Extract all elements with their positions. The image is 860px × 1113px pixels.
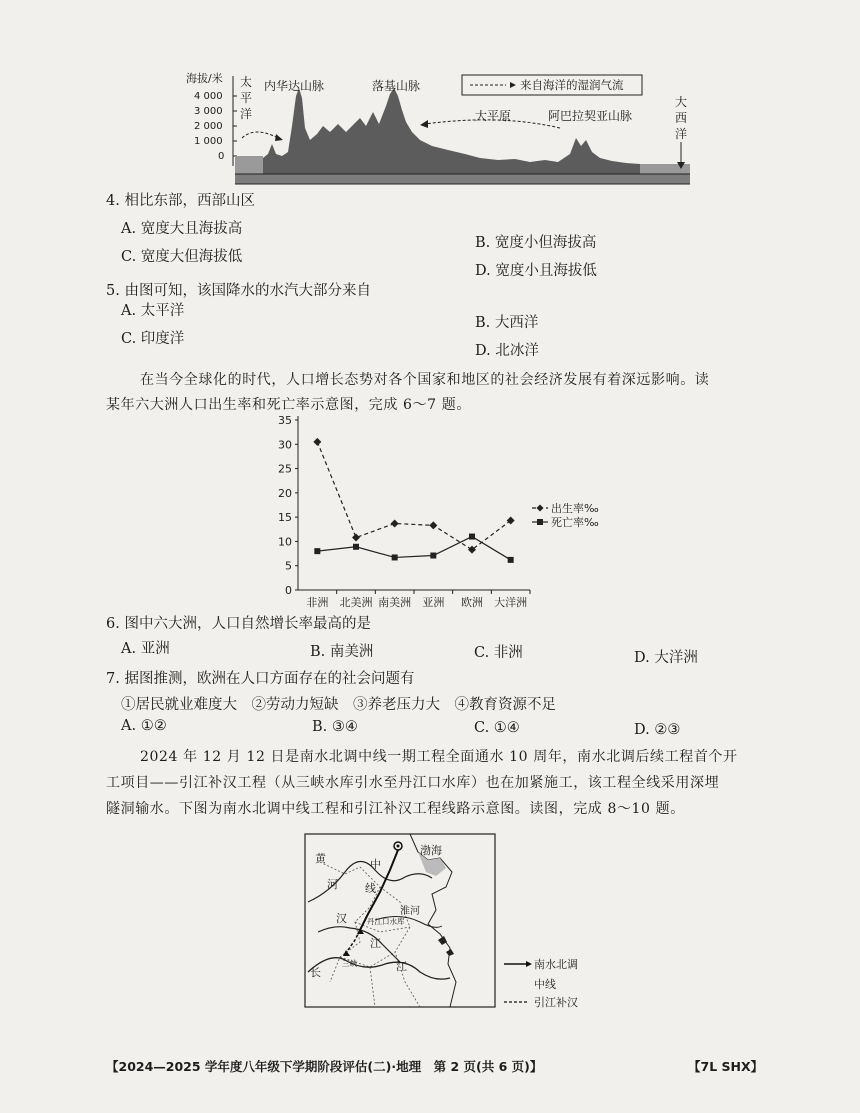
q7-option-a[interactable]: A. ①②: [121, 718, 167, 734]
pacific-label-1: 太: [240, 75, 253, 89]
chart-point-death: [508, 557, 514, 563]
chart-y-tick-label: 0: [285, 584, 292, 597]
legend-yinjiang: 引江补汉: [534, 996, 578, 1009]
appalachian-label: 阿巴拉契亚山脉: [548, 109, 633, 123]
map-label-bohai: 渤海: [420, 844, 442, 857]
chart-y-tick-label: 5: [285, 559, 292, 573]
chart-y-tick-label: 30: [278, 438, 292, 452]
passage-water-line3: 隧洞输水。下图为南水北调中线工程和引江补汉工程线路示意图。读图，完成 8～10 题。: [106, 801, 685, 817]
elevation-tick: 1 000: [194, 136, 223, 147]
chart-point-birth: [429, 521, 437, 529]
legend-middle-route-1: 南水北调: [534, 958, 578, 971]
map-label-zhongxian: 线: [365, 882, 376, 895]
sanxia-reservoir: [343, 950, 350, 956]
q7-statements: ①居民就业难度大 ②劳动力短缺 ③养老压力大 ④教育资源不足: [121, 697, 556, 713]
map-label-danjiangkou: 丹江口水库: [367, 917, 405, 926]
chart-y-tick-label: 10: [278, 535, 292, 549]
lake-patch: [438, 936, 447, 945]
chart-point-death: [469, 534, 475, 540]
chart-y-tick-label: 20: [278, 486, 292, 500]
pacific-label-2: 平: [240, 91, 253, 105]
elevation-tick: 0: [218, 151, 225, 162]
q4-option-c[interactable]: C. 宽度大但海拔低: [121, 249, 243, 265]
chart-point-death: [392, 554, 398, 560]
q6-option-a[interactable]: A. 亚洲: [121, 641, 170, 657]
q4-option-d[interactable]: D. 宽度小且海拔低: [475, 263, 597, 279]
chart-series-line: [317, 442, 510, 550]
sierra-nevada-label: 内华达山脉: [264, 79, 325, 93]
atlantic-label-2: 西: [675, 111, 688, 125]
elevation-tick: 3 000: [194, 106, 223, 117]
chart-point-birth: [352, 534, 360, 542]
lake-patch: [446, 949, 454, 956]
q6-option-b[interactable]: B. 南美洲: [310, 644, 374, 660]
passage-water-line2: 工项目——引江补汉工程（从三峡水库引水至丹江口水库）也在加紧施工，该工程全线采用深埋: [106, 775, 720, 791]
map-label-changjiang: 江: [396, 960, 407, 973]
chart-point-death: [353, 544, 359, 550]
footer-code: 【7L SHX】: [688, 1059, 764, 1074]
passage-water-line1: 2024 年 12 月 12 日是南水北调中线一期工程全面通水 10 周年，南水北调后续工程首个开: [140, 749, 738, 765]
q6-stem: 6. 图中六大洲，人口自然增长率最高的是: [106, 616, 371, 632]
q5-option-c[interactable]: C. 印度洋: [121, 331, 185, 347]
chart-point-birth: [391, 519, 399, 527]
chart-point-birth: [313, 438, 321, 446]
profile-legend-text: 来自海洋的湿润气流: [520, 78, 624, 92]
yangtze-river: [308, 958, 450, 979]
map-label-zhongxian: 中: [370, 858, 381, 871]
q5-stem: 5. 由图可知，该国降水的水汽大部分来自: [106, 283, 371, 299]
passage-population-line2: 某年六大洲人口出生率和死亡率示意图，完成 6～7 题。: [106, 397, 471, 413]
population-rate-chart: [270, 408, 620, 613]
q5-option-d[interactable]: D. 北冰洋: [475, 343, 539, 359]
terrain-base: [235, 174, 690, 184]
passage-population-line1: 在当今全球化的时代，人口增长态势对各个国家和地区的社会经济发展有着深远影响。读: [140, 372, 710, 388]
q7-option-b[interactable]: B. ③④: [312, 719, 358, 735]
map-label-huanghe: 黄: [315, 852, 326, 865]
chart-x-tick-label: 北美洲: [339, 596, 373, 609]
map-label-huaihe: 淮河: [400, 906, 420, 917]
q4-option-b[interactable]: B. 宽度小但海拔高: [475, 235, 597, 251]
chart-point-death: [430, 553, 436, 559]
pacific-label-3: 洋: [240, 107, 253, 121]
terrain-profile-figure: [180, 66, 700, 191]
chart-x-tick-label: 南美洲: [378, 596, 412, 609]
airflow-arrow-pacific: [242, 132, 278, 138]
rocky-mountains-label: 落基山脉: [372, 79, 421, 93]
terrain-silhouette: [263, 88, 640, 174]
chart-legend-marker: [537, 519, 543, 525]
map-label-hanjiang: 江: [370, 937, 381, 950]
chart-y-tick-label: 25: [278, 462, 292, 476]
chart-y-tick-label: 35: [278, 414, 292, 427]
map-label-huanghe: 河: [327, 878, 338, 891]
chart-series-line: [317, 537, 510, 560]
chart-x-tick-label: 非洲: [306, 596, 329, 609]
map-label-sanxia: 三峡: [342, 959, 357, 968]
map-label-hanjiang: 汉: [336, 912, 347, 925]
elevation-tick: 4 000: [194, 91, 223, 102]
q6-option-d[interactable]: D. 大洋洲: [634, 650, 698, 666]
q6-option-c[interactable]: C. 非洲: [474, 645, 523, 661]
elevation-axis-label: 海拔/米: [186, 72, 223, 85]
chart-x-tick-label: 大洋洲: [494, 596, 528, 609]
atlantic-label-3: 洋: [675, 127, 688, 141]
water-diversion-map: [300, 832, 610, 1012]
q7-option-c[interactable]: C. ①④: [474, 720, 520, 736]
q7-option-d[interactable]: D. ②③: [634, 722, 681, 738]
q7-stem: 7. 据图推测，欧洲在人口方面存在的社会问题有: [106, 671, 415, 687]
chart-legend-marker: [537, 505, 544, 512]
atlantic-label-1: 大: [675, 95, 688, 109]
elevation-tick: 2 000: [194, 121, 223, 132]
q4-option-a[interactable]: A. 宽度大且海拔高: [121, 221, 243, 237]
great-plains-label: 大平原: [475, 109, 512, 123]
pacific-water: [235, 156, 263, 174]
q5-option-a[interactable]: A. 太平洋: [121, 303, 185, 319]
chart-x-tick-label: 亚洲: [422, 596, 445, 609]
footer-exam-info: 【2024—2025 学年度八年级下学期阶段评估(二)·地理 第 2 页(共 6 页)】: [106, 1059, 543, 1074]
q5-option-b[interactable]: B. 大西洋: [475, 315, 539, 331]
map-label-changjiang: 长: [310, 966, 321, 979]
chart-point-death: [314, 548, 320, 554]
legend-middle-route-2: 中线: [534, 978, 556, 991]
chart-legend-label: 出生率‰: [551, 502, 599, 515]
q4-stem: 4. 相比东部，西部山区: [106, 193, 255, 209]
chart-y-tick-label: 15: [278, 511, 292, 525]
chart-x-tick-label: 欧洲: [461, 596, 483, 609]
chart-legend-label: 死亡率‰: [551, 516, 599, 529]
